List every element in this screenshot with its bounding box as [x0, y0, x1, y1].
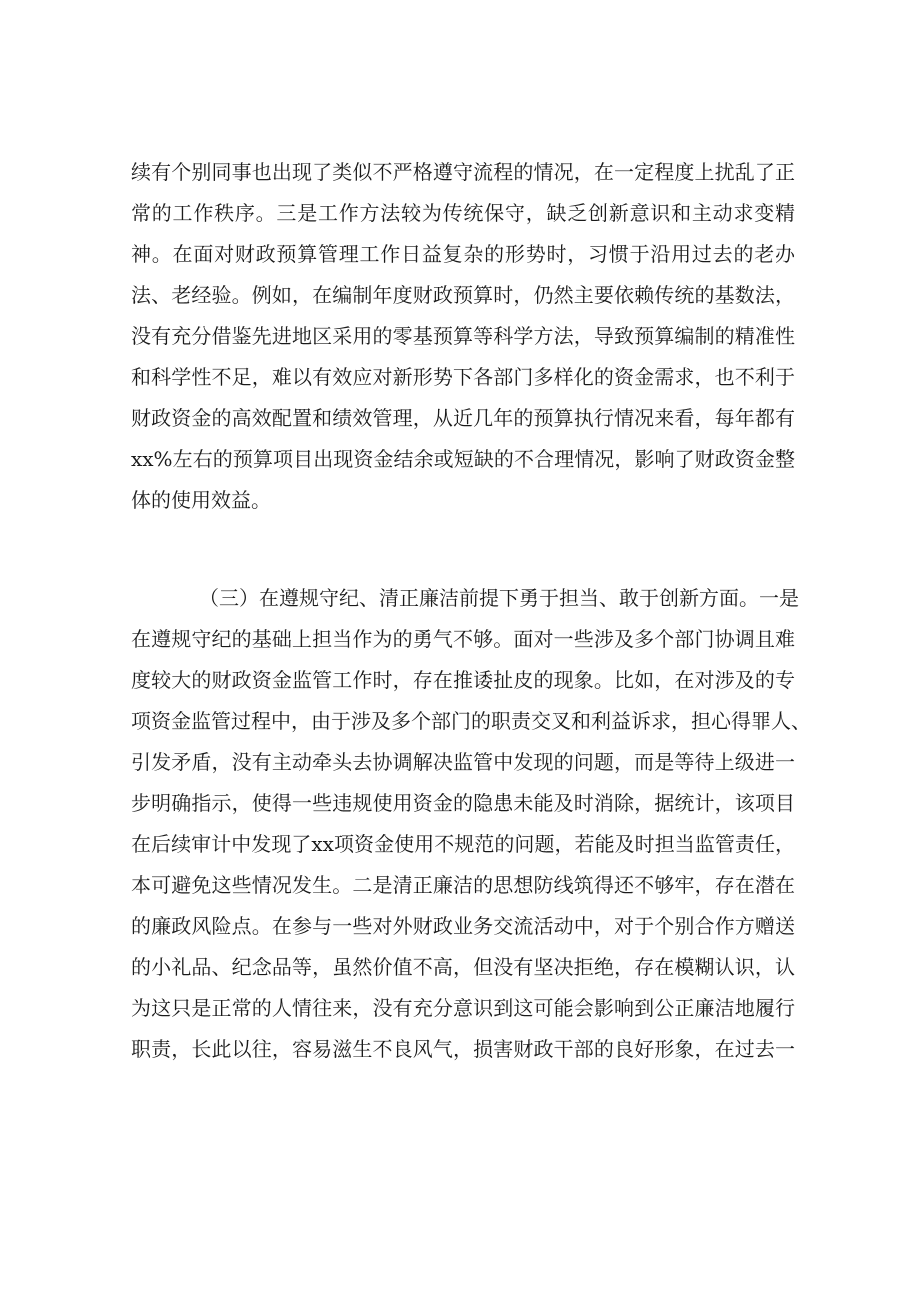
text-line: 没有充分借鉴先进地区采用的零基预算等科学方法，导致预算编制的精准性 — [131, 324, 795, 348]
text-line: 职责，长此以往，容易滋生不良风气，损害财政干部的良好形象，在过去一 — [131, 1037, 795, 1061]
text-line: 步明确指示，使得一些违规使用资金的隐患未能及时消除，据统计，该项目 — [131, 791, 795, 815]
text-line: 常的工作秩序。三是工作方法较为传统保守，缺乏创新意识和主动求变精 — [131, 201, 795, 225]
text-line: 的廉政风险点。在参与一些对外财政业务交流活动中，对于个别合作方赠送 — [131, 914, 795, 938]
text-line: 为这只是正常的人情往来，没有充分意识到这可能会影响到公正廉洁地履行 — [131, 996, 795, 1020]
text-line: 的小礼品、纪念品等，虽然价值不高，但没有坚决拒绝，存在模糊认识，认 — [131, 955, 795, 979]
text-line: 本可避免这些情况发生。二是清正廉洁的思想防线筑得还不够牢，存在潜在 — [131, 873, 795, 897]
text-line: 续有个别同事也出现了类似不严格遵守流程的情况，在一定程度上扰乱了正 — [131, 160, 795, 184]
text-line: 项资金监管过程中，由于涉及多个部门的职责交叉和利益诉求，担心得罪人、 — [131, 709, 811, 733]
text-line: 法、老经验。例如，在编制年度财政预算时，仍然主要依赖传统的基数法， — [131, 283, 795, 307]
paragraph-continuation — [131, 152, 795, 521]
text-line: 财政资金的高效配置和绩效管理，从近几年的预算执行情况来看，每年都有 — [131, 406, 795, 430]
text-line: 引发矛盾，没有主动牵头去协调解决监管中发现的问题，而是等待上级进一 — [131, 750, 795, 774]
text-line: 在后续审计中发现了xx项资金使用不规范的问题，若能及时担当监管责任， — [131, 832, 795, 856]
text-line: 神。在面对财政预算管理工作日益复杂的形势时，习惯于沿用过去的老办 — [131, 242, 795, 266]
text-line: 度较大的财政资金监管工作时，存在推诿扯皮的现象。比如，在对涉及的专 — [131, 668, 795, 692]
text-line: 体的使用效益。 — [131, 488, 271, 512]
text-line: xx%左右的预算项目出现资金结余或短缺的不合理情况，影响了财政资金整 — [131, 447, 795, 471]
section-heading-line: （三）在遵规守纪、清正廉洁前提下勇于担当、敢于创新方面。一是 — [199, 586, 799, 610]
text-line: 在遵规守纪的基础上担当作为的勇气不够。面对一些涉及多个部门协调且难 — [131, 627, 795, 651]
paragraph-section-three — [131, 578, 811, 1070]
text-line: 和科学性不足，难以有效应对新形势下各部门多样化的资金需求，也不利于 — [131, 365, 795, 389]
